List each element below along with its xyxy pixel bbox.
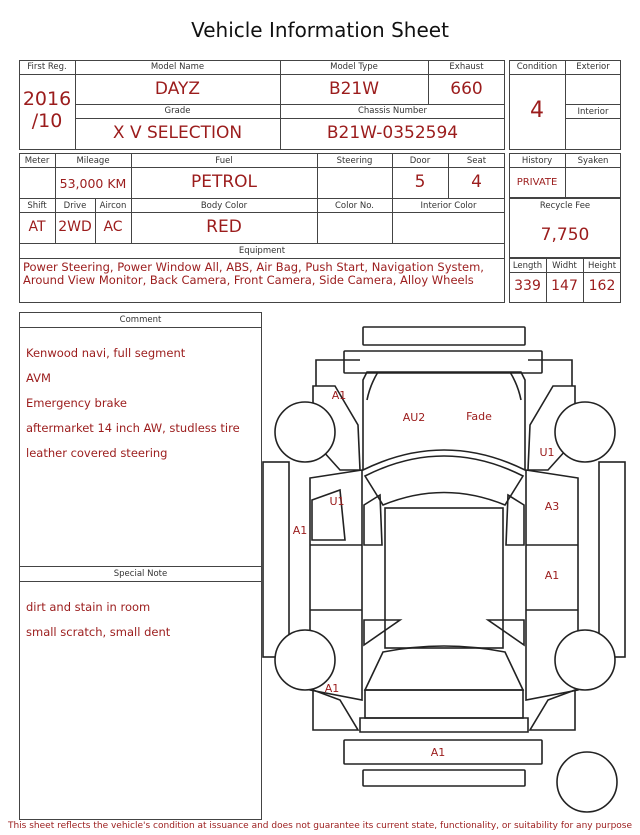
exhaust-value: 660 — [450, 79, 483, 99]
seat-label: Seat — [466, 156, 487, 166]
special-note-line: dirt and stain in room — [26, 599, 151, 614]
door-label: Door — [409, 156, 431, 166]
exterior-label: Exterior — [576, 62, 610, 72]
steering-label: Steering — [336, 156, 373, 166]
comment-line: Emergency brake — [26, 395, 127, 410]
damage-mark-rear-bumper: A1 — [430, 746, 446, 759]
first-reg-label: First Reg. — [27, 62, 67, 72]
damage-mark-right-front-door: A3 — [544, 500, 560, 513]
damage-mark-hood-right: Fade — [466, 410, 492, 423]
interior-label: Interior — [577, 107, 609, 117]
aircon-label: Aircon — [99, 201, 127, 211]
seat-value: 4 — [471, 172, 482, 192]
exhaust-label: Exhaust — [449, 62, 484, 72]
car-damage-diagram — [262, 318, 630, 820]
damage-mark-left-front-door: U1 — [329, 495, 345, 508]
shift-value: AT — [28, 219, 46, 235]
equipment-value: Power Steering, Power Window All, ABS, Air Bag, Push Start, Navigation System, Around View Monitor, Back Camera, Front Camera, Side Camera, Alloy Wheels — [23, 260, 484, 287]
condition-value: 4 — [530, 98, 544, 123]
length-value: 339 — [514, 278, 541, 294]
drive-value: 2WD — [58, 219, 92, 235]
condition-label: Condition — [516, 62, 558, 72]
damage-mark-front-left-fender: A1 — [331, 389, 347, 402]
width-label: Widht — [552, 261, 577, 271]
first-reg-year: 2016 — [22, 88, 72, 110]
body-color-label: Body Color — [200, 201, 248, 211]
shift-label: Shift — [27, 201, 47, 211]
model-type-value: B21W — [328, 79, 380, 99]
disclaimer-footer: This sheet reflects the vehicle's condition at issuance and does not guarantee its current state, functionality, or suitability for any purpose — [7, 821, 633, 831]
comment-text — [26, 334, 258, 472]
recycle-fee-value: 7,750 — [540, 225, 590, 245]
special-note-text — [26, 588, 258, 651]
damage-mark-hood-center: AU2 — [402, 411, 426, 424]
color-no-label: Color No. — [334, 201, 374, 211]
width-value: 147 — [551, 278, 578, 294]
aircon-value: AC — [103, 219, 123, 235]
recycle-fee-label: Recycle Fee — [539, 201, 591, 211]
height-label: Height — [587, 261, 617, 271]
special-note-label: Special Note — [113, 569, 168, 579]
history-label: History — [521, 156, 553, 166]
body-color-value: RED — [206, 217, 242, 237]
comment-line: leather covered steering — [26, 445, 168, 460]
history-value: PRIVATE — [516, 177, 558, 188]
fuel-label: Fuel — [215, 156, 233, 166]
damage-mark-right-rear-door: A1 — [544, 569, 560, 582]
special-note-line: small scratch, small dent — [26, 624, 171, 639]
door-value: 5 — [414, 172, 426, 192]
page-title: Vehicle Information Sheet — [191, 18, 449, 42]
grade-value: X V SELECTION — [112, 123, 243, 143]
comment-label: Comment — [119, 315, 162, 325]
model-name-value: DAYZ — [154, 79, 201, 99]
fuel-value: PETROL — [190, 172, 258, 192]
model-name-label: Model Name — [150, 62, 205, 72]
comment-line: Kenwood navi, full segment — [26, 345, 186, 360]
comment-line: aftermarket 14 inch AW, studless tire — [26, 420, 240, 435]
model-type-label: Model Type — [330, 62, 378, 72]
length-label: Length — [512, 261, 543, 271]
damage-mark-left-side: A1 — [292, 524, 308, 537]
syaken-label: Syaken — [577, 156, 609, 166]
drive-label: Drive — [63, 201, 87, 211]
mileage-value: 53,000 KM — [59, 176, 127, 191]
damage-mark-left-rear-quarter: A1 — [324, 682, 340, 695]
comment-line: AVM — [26, 370, 51, 385]
mileage-label: Mileage — [76, 156, 110, 166]
first-reg-month: /10 — [31, 110, 63, 132]
chassis-number-label: Chassis Number — [357, 106, 428, 116]
interior-color-label: Interior Color — [420, 201, 477, 211]
chassis-number-value: B21W-0352594 — [326, 123, 459, 143]
height-value: 162 — [588, 278, 616, 294]
equipment-label: Equipment — [238, 246, 286, 256]
damage-mark-right-front-fender: U1 — [539, 446, 555, 459]
grade-label: Grade — [164, 106, 191, 116]
meter-label: Meter — [24, 156, 50, 166]
